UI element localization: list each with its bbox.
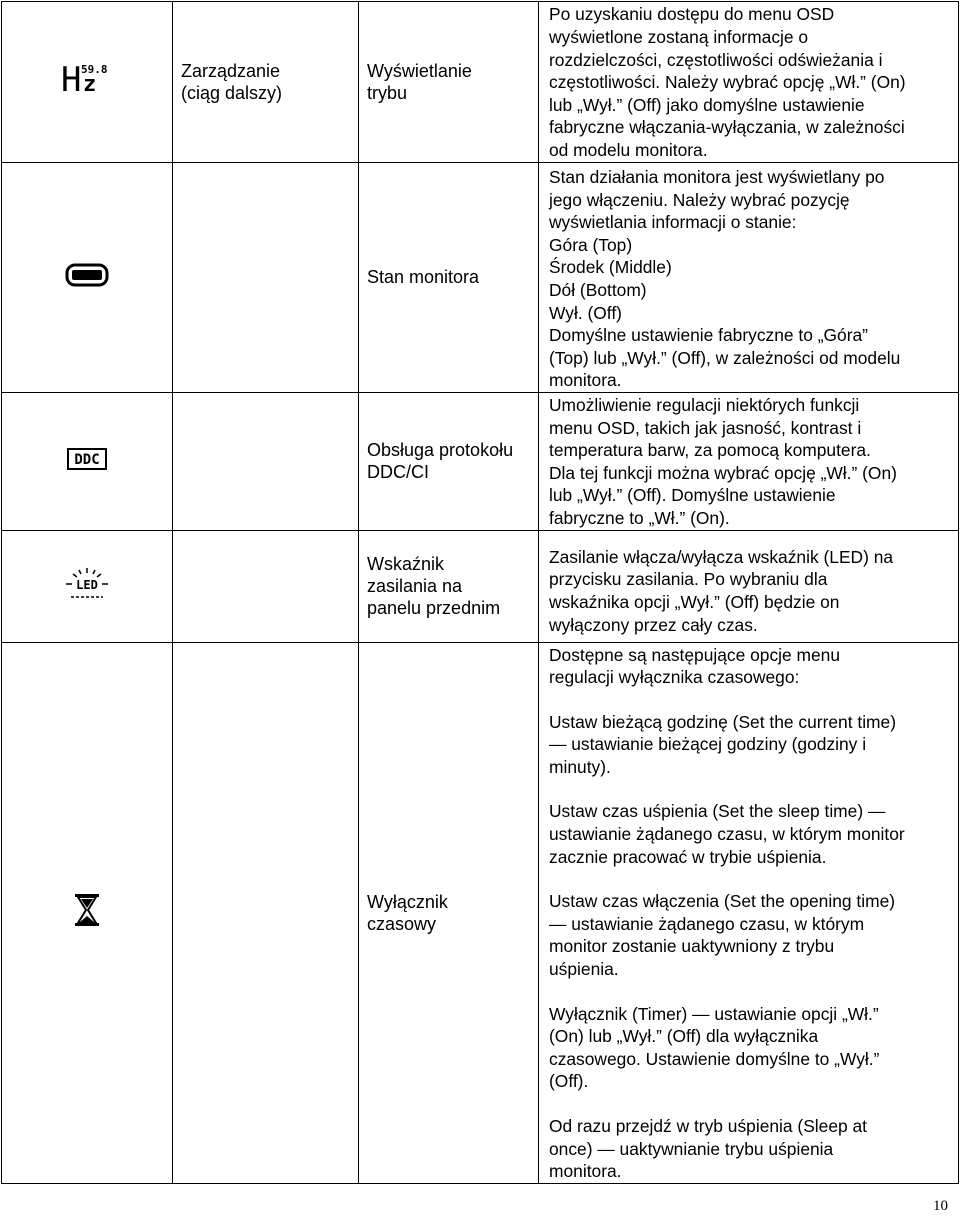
setting-name: Stan monitora <box>367 267 480 288</box>
description-cell <box>539 642 959 1183</box>
setting-name: Wyłącznik czasowy <box>367 891 448 934</box>
svg-text:DDC: DDC <box>74 451 100 468</box>
icon-cell <box>2 530 173 642</box>
setting-description: Zasilanie włącza/wyłącza wskaźnik (LED) na przycisku zasilania. Po wybraniu dla wskaźnika opcji „Wył.” (Off) będzie on wyłączony przez cały czas. <box>549 546 894 635</box>
description-cell <box>539 163 959 393</box>
setting-description: Stan działania monitora jest wyświetlany po jego włączeniu. Należy wybrać pozycję wyświetlania informacji o stanie: Góra (Top) Środek (Middle) Dół (Bottom) Wył. (Off) Domyślne ustawienie fabryczne to „Góra” (Top) lub „Wył.” (Off), w zależności od modelu monitora. <box>549 167 901 391</box>
setting-name: Wskaźnik zasilania na panelu przednim <box>367 554 501 618</box>
setting-description: Po uzyskaniu dostępu do menu OSD wyświetlone zostaną informacje o rozdzielczości, częstotliwości odświeżania i częstotliwości. Należy wybrać opcję „Wł.” (On) lub „Wył.” (Off) jako domyślne ustawienie fabryczne włączania-wyłączania, w zależności od modelu monitora. <box>549 4 906 160</box>
timer-paragraph: Ustaw czas włączenia (Set the opening time) — ustawianie żądanego czasu, w którym monitor zostanie uaktywniony z trybu uśpienia. <box>549 891 896 980</box>
table-row <box>2 392 959 530</box>
description-cell <box>539 530 959 642</box>
timer-paragraph: Dostępne są następujące opcje menu regulacji wyłącznika czasowego: <box>549 644 841 688</box>
hourglass-icon <box>74 894 100 931</box>
category-label: Zarządzanie (ciąg dalszy) <box>181 61 283 103</box>
category-cell <box>173 530 359 642</box>
setting-description: Umożliwienie regulacji niektórych funkcji menu OSD, takich jak jasność, kontrast i temperatura barw, za pomocą komputera. Dla tej funkcji można wybrać opcję „Wł.” (On) lub „Wył.” (Off). Domyślne ustawienie fabryczne to „Wł.” (On). <box>549 394 897 528</box>
timer-paragraph: Ustaw czas uśpienia (Set the sleep time) — ustawianie żądanego czasu, w którym monitor zacznie pracować w trybie uśpienia. <box>549 801 905 867</box>
icon-cell <box>2 642 173 1183</box>
page-number: 10 <box>933 1198 948 1214</box>
setting-name: Wyświetlanie trybu <box>367 61 472 103</box>
table-row <box>2 163 959 393</box>
icon-cell <box>2 392 173 530</box>
table-row <box>2 530 959 642</box>
timer-paragraph: Ustaw bieżącą godzinę (Set the current time) — ustawianie bieżącej godziny (godziny i minuty). <box>549 711 897 777</box>
category-cell <box>173 163 359 393</box>
osd-settings-table <box>1 1 959 1184</box>
ddc-icon <box>67 448 107 475</box>
table-row <box>2 642 959 1183</box>
timer-paragraph: Wyłącznik (Timer) — ustawianie opcji „Wł.” (On) lub „Wył.” (Off) dla wyłącznika czasowego. Ustawienie domyślne to „Wył.” (Off). <box>549 1003 880 1092</box>
name-cell <box>359 530 539 642</box>
category-cell <box>173 392 359 530</box>
icon-cell <box>2 2 173 163</box>
table-row <box>2 2 959 163</box>
hz-59.8-display-mode-icon: H 59.8 z <box>61 59 108 100</box>
timer-paragraph: Od razu przejdź w tryb uśpienia (Sleep at once) — uaktywnianie trybu uśpienia monitora. <box>549 1116 868 1182</box>
description-cell <box>539 392 959 530</box>
name-cell <box>359 642 539 1183</box>
icon-cell <box>2 163 173 393</box>
led-icon <box>65 567 109 606</box>
name-cell <box>359 163 539 393</box>
setting-name: Obsługa protokołu DDC/CI <box>367 440 514 483</box>
monitor-status-battery-icon <box>65 262 109 293</box>
category-cell <box>173 2 359 163</box>
name-cell <box>359 2 539 163</box>
description-cell <box>539 2 959 163</box>
svg-text:LED: LED <box>76 577 98 592</box>
category-cell <box>173 642 359 1183</box>
name-cell <box>359 392 539 530</box>
